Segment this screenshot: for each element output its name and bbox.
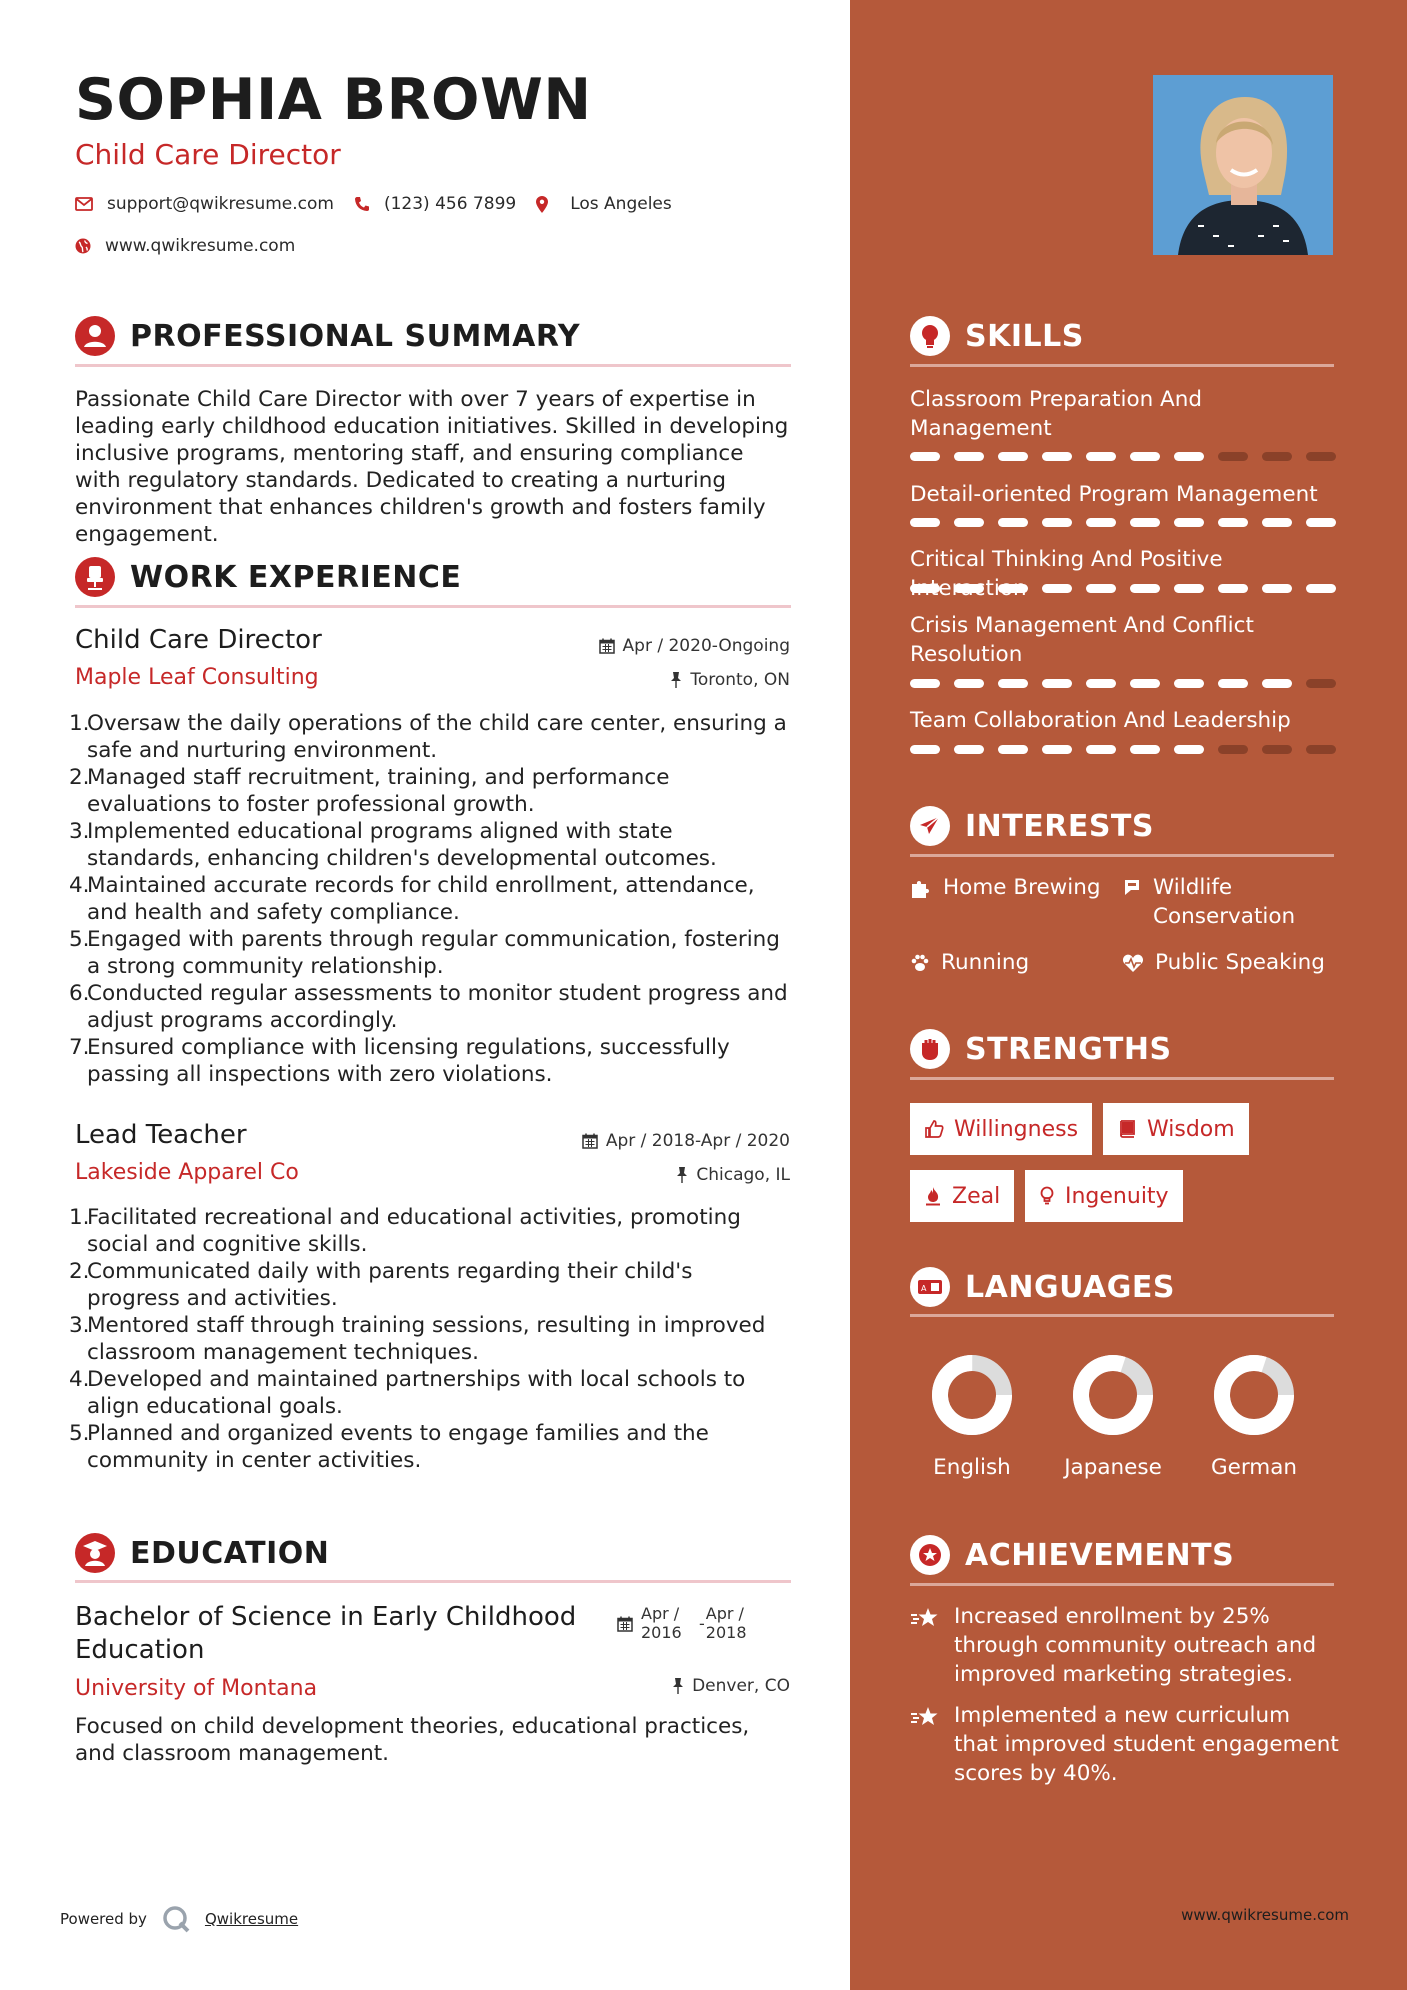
star-badge-icon xyxy=(910,1535,950,1575)
interest-label: Running xyxy=(941,950,1030,975)
rating-dash-filled xyxy=(1174,518,1204,527)
strength-label: Wisdom xyxy=(1147,1116,1235,1142)
rating-dash-filled xyxy=(910,518,940,527)
puzzle-icon xyxy=(910,878,932,898)
skill-4-name: Crisis Management And Conflict Resolution xyxy=(910,613,1254,667)
lightbulb-icon xyxy=(910,316,950,356)
achievement-item xyxy=(910,1701,1340,1788)
job-2-bullets xyxy=(69,1204,789,1474)
skill-3-name: Critical Thinking And Positive xyxy=(910,547,1223,572)
strengths-heading xyxy=(910,1029,1172,1069)
rating-dash-filled xyxy=(1130,518,1160,527)
contact-row-website xyxy=(75,236,311,256)
achievements-heading xyxy=(910,1535,1234,1575)
job-2-location xyxy=(490,1165,790,1185)
rating-dash-empty xyxy=(1262,745,1292,754)
skill-5-name: Team Collaboration And Leadership xyxy=(910,708,1291,733)
rating-dash-filled xyxy=(1262,518,1292,527)
rating-dash-filled xyxy=(1262,584,1292,593)
list-item: 4. Maintained accurate records for child enrollment, attendance, and health and safety compliance. xyxy=(69,873,755,925)
job-1-dates xyxy=(490,636,790,656)
education-end: Apr / 2018 xyxy=(705,1604,747,1642)
footer-website[interactable]: www.qwikresume.com xyxy=(1181,1906,1349,1924)
interests-heading xyxy=(910,806,1154,846)
rating-dash-filled xyxy=(1218,518,1248,527)
education-location-text: Denver, CO xyxy=(692,1676,790,1696)
contact-row xyxy=(75,194,688,214)
rating-dash-filled xyxy=(1086,518,1116,527)
rating-dash-filled xyxy=(1042,584,1072,593)
contact-website[interactable] xyxy=(75,236,295,256)
education-school: University of Montana xyxy=(75,1676,318,1701)
donut-english xyxy=(930,1353,1014,1437)
languages-title: LANGUAGES xyxy=(965,1269,1175,1305)
user-circle-icon xyxy=(75,316,115,356)
summary-heading xyxy=(75,316,580,356)
education-dates xyxy=(617,1604,760,1642)
paw-icon xyxy=(910,953,930,973)
flag-icon xyxy=(1122,878,1142,898)
skills-title: SKILLS xyxy=(965,318,1084,354)
experience-title: WORK EXPERIENCE xyxy=(130,559,462,595)
list-item: 5. Engaged with parents through regular communication, fostering a strong community relationship. xyxy=(69,927,780,979)
list-item: 1. Facilitated recreational and educational activities, promoting social and cognitive skills. xyxy=(69,1205,741,1257)
rating-dash-filled xyxy=(998,452,1028,461)
job-1-dates-text: Apr / 2020-Ongoing xyxy=(622,636,790,656)
book-icon xyxy=(1117,1119,1137,1139)
interest-label: Home Brewing xyxy=(943,875,1101,900)
job-2-location-text: Chicago, IL xyxy=(696,1165,790,1185)
rating-dash-filled xyxy=(1086,679,1116,688)
fist-icon xyxy=(910,1029,950,1069)
list-item: 2. Communicated daily with parents regarding their child's progress and activities. xyxy=(69,1259,693,1311)
language-icon xyxy=(910,1267,950,1307)
rating-dash-empty xyxy=(1218,745,1248,754)
calendar-icon xyxy=(617,1616,633,1632)
achievement-item xyxy=(910,1602,1340,1689)
heartbeat-icon xyxy=(1122,953,1144,973)
pushpin-icon xyxy=(672,1678,684,1694)
rating-dash-filled xyxy=(1174,745,1204,754)
contact-location xyxy=(536,194,672,214)
list-item: 5. Planned and organized events to engage families and the community in center activities. xyxy=(69,1421,709,1473)
education-description: Focused on child development theories, educational practices, and classroom management. xyxy=(75,1714,750,1766)
fire-icon xyxy=(924,1186,942,1206)
summary-title: PROFESSIONAL SUMMARY xyxy=(130,318,581,354)
email-text: support@qwikresume.com xyxy=(107,194,334,214)
qwikresume-logo-icon xyxy=(161,1904,191,1934)
skill-5-rating xyxy=(910,745,1350,754)
shooting-star-icon xyxy=(910,1607,940,1629)
list-item: 6. Conducted regular assessments to monitor student progress and adjust programs accordingly. xyxy=(69,981,788,1033)
strength-label: Zeal xyxy=(952,1183,1001,1209)
strength-badge xyxy=(1025,1170,1183,1222)
skill-1-rating xyxy=(910,452,1350,461)
rating-dash-filled xyxy=(998,679,1028,688)
rating-dash-filled xyxy=(954,679,984,688)
achievements-title: ACHIEVEMENTS xyxy=(965,1537,1235,1573)
rating-dash-filled xyxy=(910,679,940,688)
rating-dash-empty xyxy=(1306,679,1336,688)
rating-dash-filled xyxy=(1086,452,1116,461)
interests-rule xyxy=(910,854,1334,857)
donut-japanese xyxy=(1071,1353,1155,1437)
rating-dash-filled xyxy=(1130,745,1160,754)
rating-dash-filled xyxy=(1130,584,1160,593)
sidebar xyxy=(850,0,1407,1990)
job-2-dates-text: Apr / 2018-Apr / 2020 xyxy=(605,1131,790,1151)
list-item: 1. Oversaw the daily operations of the child care center, ensuring a safe and nurturing environment. xyxy=(69,711,787,763)
rating-dash-filled xyxy=(954,518,984,527)
list-item: 4. Developed and maintained partnerships with local schools to align educational goals. xyxy=(69,1367,746,1419)
rating-dash-filled xyxy=(1130,452,1160,461)
rating-dash-filled xyxy=(998,518,1028,527)
rating-dash-filled xyxy=(1086,745,1116,754)
achievement-text: Implemented a new curriculum that improved student engagement scores by 40%. xyxy=(954,1703,1339,1786)
rating-dash-filled xyxy=(1262,679,1292,688)
rating-dash-filled xyxy=(1042,518,1072,527)
strength-badge xyxy=(910,1170,1014,1222)
rating-dash-filled xyxy=(1174,679,1204,688)
powered-by-label: Powered by xyxy=(60,1910,147,1928)
interest-item xyxy=(910,948,1029,977)
rating-dash-filled xyxy=(1042,452,1072,461)
thumbs-up-icon xyxy=(924,1119,944,1139)
website-text: www.qwikresume.com xyxy=(105,236,296,256)
education-title: EDUCATION xyxy=(130,1535,330,1571)
strengths-title: STRENGTHS xyxy=(965,1031,1172,1067)
skill-2-rating xyxy=(910,518,1350,527)
calendar-icon xyxy=(599,638,615,654)
job-1-bullets xyxy=(69,710,789,1088)
rating-dash-filled xyxy=(1306,584,1336,593)
paper-plane-icon xyxy=(910,806,950,846)
job-2-dates xyxy=(490,1131,790,1151)
profile-portrait xyxy=(1153,75,1333,255)
brand-link[interactable]: Qwikresume xyxy=(204,1910,299,1928)
rating-dash-filled xyxy=(1306,518,1336,527)
skill-2-name: Detail-oriented Program Management xyxy=(910,482,1318,507)
job-1-company: Maple Leaf Consulting xyxy=(75,665,319,690)
rating-dash-empty xyxy=(1262,452,1292,461)
job-2-company: Lakeside Apparel Co xyxy=(75,1160,299,1185)
rating-dash-filled xyxy=(910,452,940,461)
rating-dash-filled xyxy=(1086,584,1116,593)
skills-heading xyxy=(910,316,1084,356)
skills-rule xyxy=(910,364,1334,367)
education-heading xyxy=(75,1533,329,1573)
languages-rule xyxy=(910,1314,1334,1317)
profile-photo xyxy=(1153,75,1333,255)
interest-item xyxy=(1122,948,1325,977)
rating-dash-empty xyxy=(1218,452,1248,461)
rating-dash-filled xyxy=(1130,679,1160,688)
list-item: 2. Managed staff recruitment, training, and performance evaluations to foster professional growth. xyxy=(69,765,670,817)
graduate-icon xyxy=(75,1533,115,1573)
list-item: 3. Mentored staff through training sessions, resulting in improved classroom management techniques. xyxy=(69,1313,766,1365)
interest-label: Public Speaking xyxy=(1155,950,1325,975)
candidate-role: Child Care Director xyxy=(75,138,341,171)
rating-dash-filled xyxy=(954,452,984,461)
job-1-title: Child Care Director xyxy=(75,625,322,655)
rating-dash-filled xyxy=(910,745,940,754)
rating-dash-filled xyxy=(910,584,940,593)
location-text: Los Angeles xyxy=(570,194,672,214)
phone-text: (123) 456 7899 xyxy=(383,194,517,214)
job-1-location xyxy=(490,670,790,690)
rating-dash-filled xyxy=(954,584,984,593)
strength-label: Ingenuity xyxy=(1065,1183,1169,1209)
rating-dash-filled xyxy=(1042,745,1072,754)
rating-dash-filled xyxy=(1218,679,1248,688)
rating-dash-filled xyxy=(954,745,984,754)
calendar-icon xyxy=(582,1133,598,1149)
rating-dash-empty xyxy=(1306,745,1336,754)
experience-heading xyxy=(75,557,461,597)
lightbulb-outline-icon xyxy=(1039,1186,1055,1206)
envelope-icon xyxy=(75,197,93,211)
language-name: English xyxy=(933,1455,1011,1480)
summary-text: Passionate Child Care Director with over 7 years of expertise in leading early childhood education initiatives. Skilled in developing inclusive programs, mentoring staff, and ensuring compliance with regulatory standards. Dedicated to creating a nurturing environment that enhances children's growth and fosters family engagement. xyxy=(75,387,789,547)
interests-title: INTERESTS xyxy=(965,808,1154,844)
rating-dash-filled xyxy=(998,745,1028,754)
job-2-title: Lead Teacher xyxy=(75,1120,247,1150)
donut-german xyxy=(1212,1353,1296,1437)
languages-heading xyxy=(910,1267,1175,1307)
degree-title: Bachelor of Science in Early Childhood Education xyxy=(75,1602,577,1665)
map-marker-icon xyxy=(536,196,548,213)
rating-dash-filled xyxy=(1042,679,1072,688)
rating-dash-filled xyxy=(1174,584,1204,593)
education-date-separator: - xyxy=(699,1614,705,1633)
interest-item xyxy=(1122,873,1312,931)
svg-text:A: A xyxy=(921,1284,927,1293)
education-start: Apr / 2016 xyxy=(641,1604,682,1642)
interest-item xyxy=(910,873,1101,902)
skill-3-rating xyxy=(910,584,1350,593)
globe-icon xyxy=(75,238,91,254)
summary-rule xyxy=(75,364,791,367)
strengths-rule xyxy=(910,1077,1334,1080)
education-rule xyxy=(75,1580,791,1583)
phone-icon xyxy=(354,196,370,212)
footer-powered xyxy=(60,1904,298,1934)
list-item: 3. Implemented educational programs aligned with state standards, enhancing children's developmental outcomes. xyxy=(69,819,717,871)
contact-phone[interactable] xyxy=(354,194,516,214)
skill-1-name: Classroom Preparation And Management xyxy=(910,387,1203,441)
pushpin-icon xyxy=(676,1167,688,1183)
strength-badge xyxy=(1103,1103,1249,1155)
rating-dash-filled xyxy=(998,584,1028,593)
shooting-star-icon xyxy=(910,1706,940,1728)
experience-rule xyxy=(75,605,791,608)
skill-4-rating xyxy=(910,679,1350,688)
rating-dash-empty xyxy=(1306,452,1336,461)
pushpin-icon xyxy=(670,672,682,688)
language-name: Japanese xyxy=(1064,1455,1162,1480)
education-location xyxy=(490,1676,790,1696)
candidate-name: SOPHIA BROWN xyxy=(75,67,592,133)
contact-email[interactable] xyxy=(75,194,334,214)
rating-dash-filled xyxy=(1174,452,1204,461)
achievements-rule xyxy=(910,1583,1334,1586)
strength-badge xyxy=(910,1103,1092,1155)
language-name: German xyxy=(1210,1455,1298,1480)
interest-label: Wildlife Conservation xyxy=(1153,875,1296,929)
achievement-text: Increased enrollment by 25% through community outreach and improved marketing strategies. xyxy=(954,1604,1317,1687)
office-chair-icon xyxy=(75,557,115,597)
strength-label: Willingness xyxy=(954,1116,1079,1142)
job-1-location-text: Toronto, ON xyxy=(690,670,790,690)
rating-dash-filled xyxy=(1218,584,1248,593)
list-item: 7. Ensured compliance with licensing regulations, successfully passing all inspections with zero violations. xyxy=(69,1035,730,1087)
